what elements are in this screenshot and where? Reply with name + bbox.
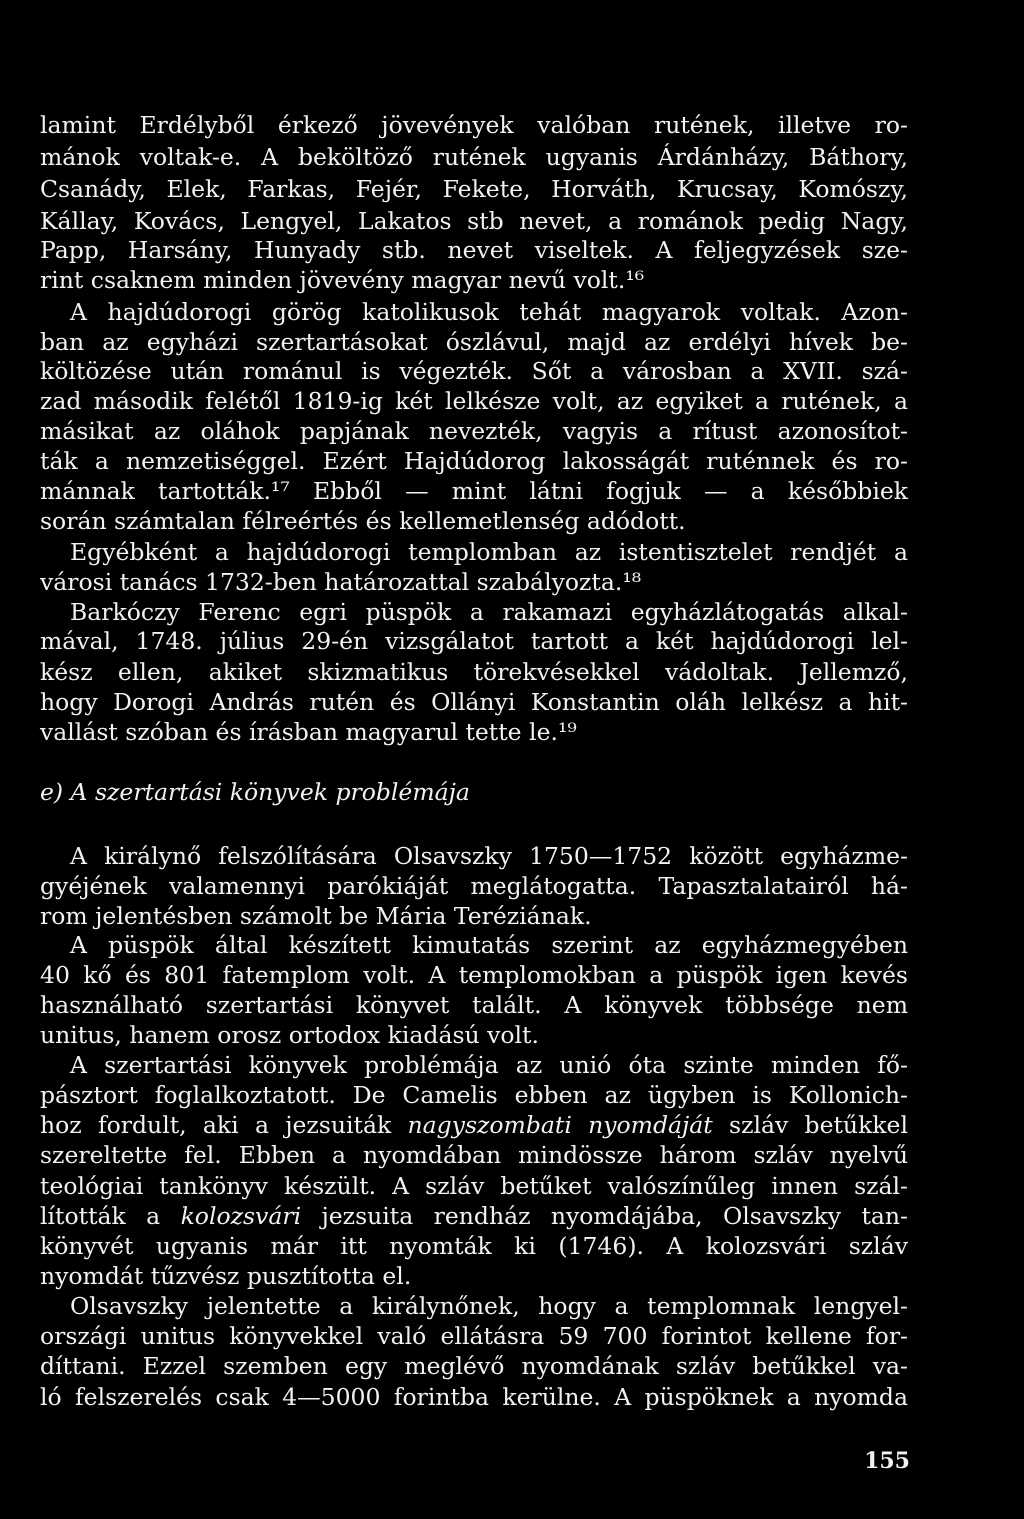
text-line: ló felszerelés csak 4—5000 forintba kerülne. A püspöknek a nyomda [40,1383,908,1411]
text-span: szláv betűkkel [712,1111,908,1139]
text-line: nyomdát tűzvész pusztította el. [40,1262,412,1290]
text-line: során számtalan félreértés és kellemetlenség adódott. [40,507,686,535]
section-heading: e) A szertartási könyvek problémája [40,778,470,806]
text-line: teológiai tankönyv készült. A szláv betűket valószínűleg innen szál- [40,1172,908,1200]
text-span: jezsuita rendház nyomdájába, Olsavszky tan- [301,1202,908,1230]
text-line: használható szertartási könyvet talált. A könyvek többsége nem [40,991,908,1019]
text-line: Csanády, Elek, Farkas, Fejér, Fekete, Horváth, Krucsay, Komószy, [40,175,908,203]
italic-text: nagyszombati nyomdáját [407,1111,713,1139]
text-line: Barkóczy Ferenc egri püspök a rakamazi egyházlátogatás alkal- [70,598,908,626]
text-line: gyéjének valamennyi parókiáját meglátogatta. Tapasztalatairól há- [40,872,908,900]
text-line: mával, 1748. július 29-én vizsgálatot tartott a két hajdúdorogi lel- [40,627,908,655]
text-line: díttani. Ezzel szemben egy meglévő nyomdának szláv betűkkel va- [40,1352,908,1380]
text-line: Egyébként a hajdúdorogi templomban az istentisztelet rendjét a [70,538,908,566]
text-line: zad második felétől 1819-ig két lelkésze volt, az egyiket a rutének, a [40,387,908,415]
text-line: könyvét ugyanis már itt nyomták ki (1746). A kolozsvári szláv [40,1232,908,1260]
text-line: szereltette fel. Ebben a nyomdában mindössze három szláv nyelvű [40,1141,908,1169]
text-span: hoz fordult, aki a jezsuiták [40,1111,408,1139]
text-line: Papp, Harsány, Hunyady stb. nevet viseltek. A feljegyzések sze- [40,236,908,264]
text-line: hogy Dorogi András rutén és Ollányi Konstantin oláh lelkész a hit- [40,688,908,716]
text-line: kész ellen, akiket skizmatikus törekvésekkel vádoltak. Jellemző, [40,658,908,686]
text-line: ban az egyházi szertartásokat ószlávul, majd az erdélyi hívek be- [40,328,908,356]
text-line: A püspök által készített kimutatás szerint az egyházmegyében [70,931,908,959]
text-line [40,1200,908,1232]
text-line: ták a nemzetiséggel. Ezért Hajdúdorog lakosságát ruténnek és ro- [40,447,908,475]
text-line: másikat az oláhok papjának nevezték, vagyis a rítust azonosítot- [40,417,908,445]
italic-text: kolozsvári [180,1202,302,1230]
text-line: mánnak tartották.¹⁷ Ebből — mint látni fogjuk — a későbbiek [40,477,908,505]
text-line: rint csaknem minden jövevény magyar nevű volt.¹⁶ [40,266,645,294]
page-number: 155 [864,1448,910,1474]
text-line: Olsavszky jelentette a királynőnek, hogy a templomnak lengyel- [70,1292,908,1320]
text-line: unitus, hanem orosz ortodox kiadású volt. [40,1021,539,1049]
text-line: vallást szóban és írásban magyarul tette le.¹⁹ [40,718,577,746]
text-line [40,1109,908,1141]
text-line: lamint Erdélyből érkező jövevények valóban rutének, illetve ro- [40,111,908,139]
text-line: mánok voltak-e. A beköltöző rutének ugyanis Árdánházy, Báthory, [40,143,908,171]
text-line: pásztort foglalkoztatott. De Camelis ebben az ügyben is Kollonich- [40,1081,908,1109]
text-line: városi tanács 1732-ben határozattal szabályozta.¹⁸ [40,568,642,596]
text-line: költözése után románul is végezték. Sőt a városban a XVII. szá- [40,357,908,385]
text-line: Kállay, Kovács, Lengyel, Lakatos stb nevet, a románok pedig Nagy, [40,207,908,235]
text-span: lították a [40,1202,181,1230]
text-line: országi unitus könyvekkel való ellátásra 59 700 forintot kellene for- [40,1322,908,1350]
text-line: A szertartási könyvek problémája az unió óta szinte minden fő- [70,1051,908,1079]
text-line: A királynő felszólítására Olsavszky 1750—1752 között egyházme- [70,842,908,870]
text-line: rom jelentésben számolt be Mária Teréziának. [40,902,592,930]
text-line: A hajdúdorogi görög katolikusok tehát magyarok voltak. Azon- [70,298,908,326]
text-line: 40 kő és 801 fatemplom volt. A templomokban a püspök igen kevés [40,961,908,989]
